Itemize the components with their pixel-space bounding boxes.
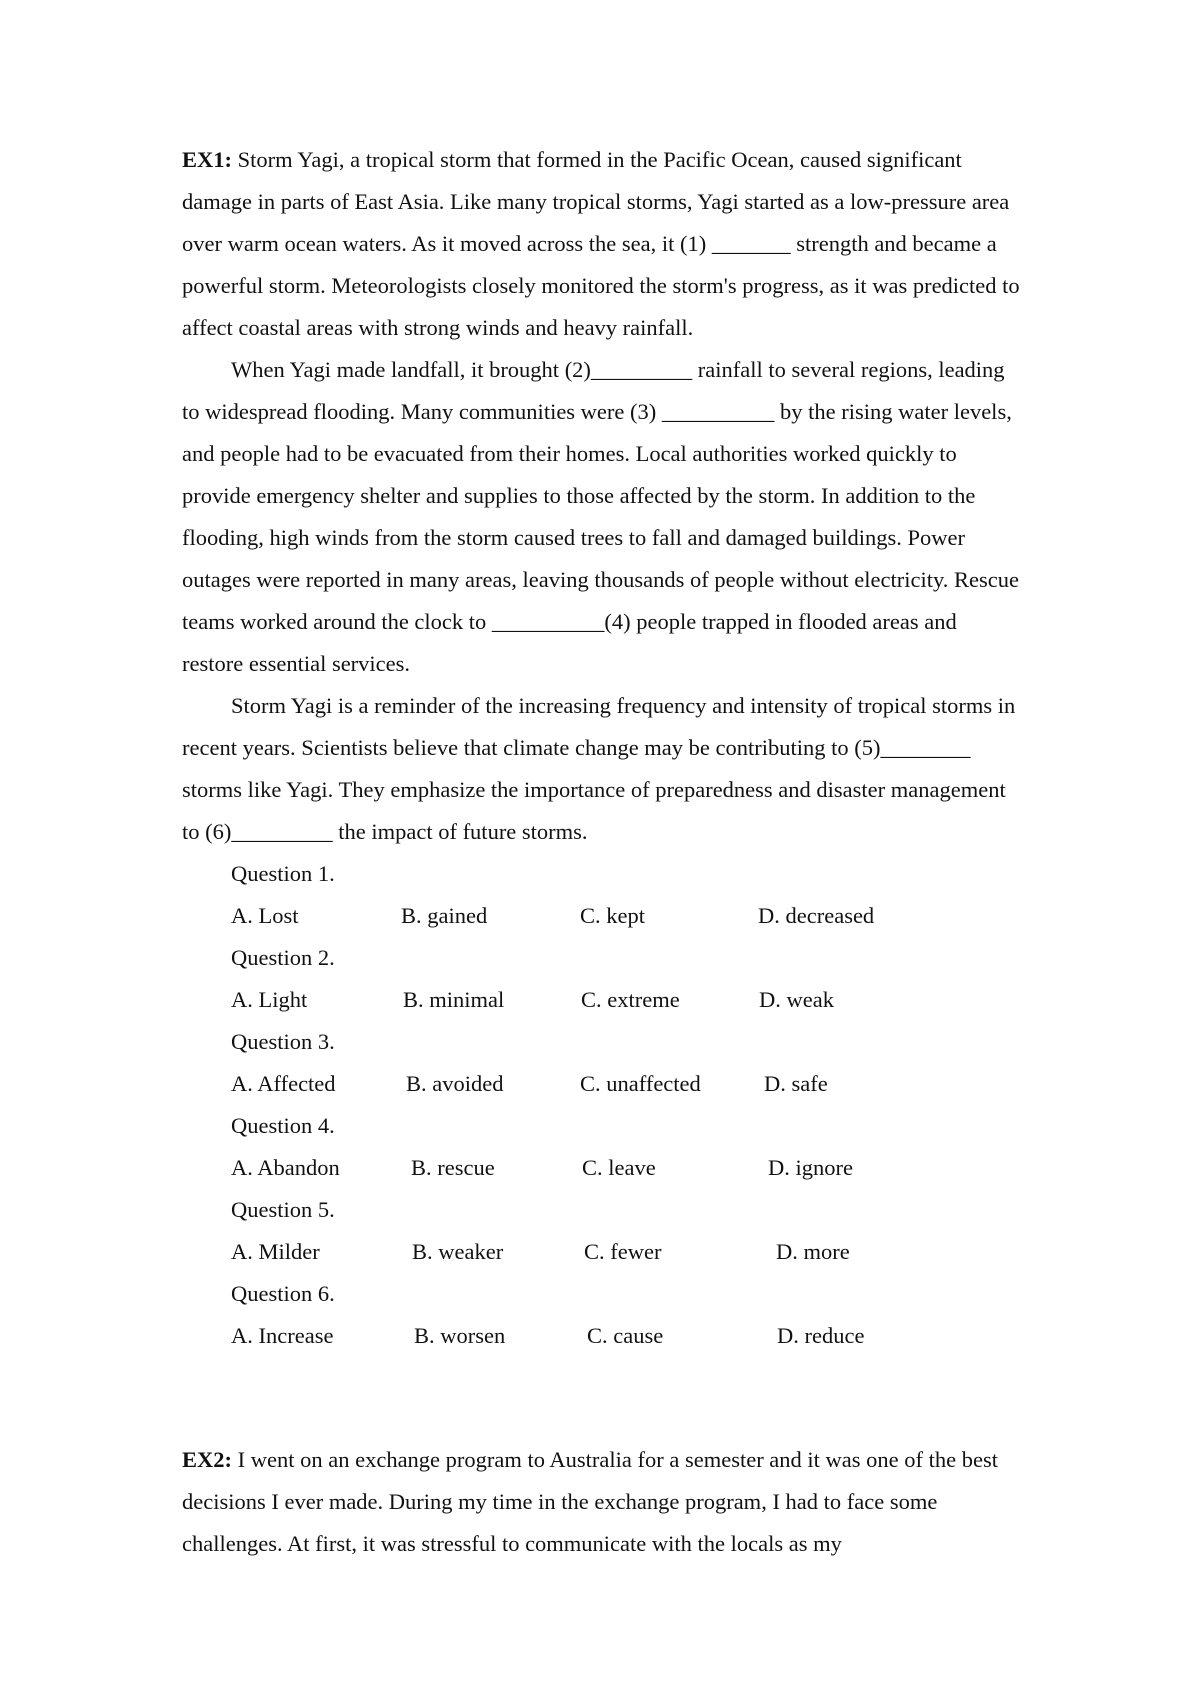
question-title: Question 1. <box>231 861 335 886</box>
question-options <box>231 1315 1022 1357</box>
option-a: A. Lost <box>231 903 299 928</box>
ex1-paragraph-3: Storm Yagi is a reminder of the increasing frequency and intensity of tropical storms in recent years. Scientists believe that climate change may be contributing to (5)________ storms like Yagi. They emphasize the importance of preparedness and disaster management to (6)_________ the impact of future storms. <box>182 693 1016 844</box>
option-a: A. Increase <box>231 1323 334 1348</box>
ex2-label: EX2: <box>182 1447 232 1472</box>
question-title: Question 2. <box>231 945 335 970</box>
exercise-1 <box>182 139 1022 1357</box>
option-c: C. extreme <box>581 987 680 1012</box>
ex1-questions <box>231 853 1022 1357</box>
option-c: C. kept <box>580 903 645 928</box>
question-title: Question 6. <box>231 1281 335 1306</box>
option-d: D. weak <box>759 987 834 1012</box>
option-b: B. worsen <box>414 1323 506 1348</box>
question-title: Question 3. <box>231 1029 335 1054</box>
question-title: Question 5. <box>231 1197 335 1222</box>
option-d: D. reduce <box>777 1323 865 1348</box>
question-options <box>231 895 1022 937</box>
ex2-paragraph-1 <box>182 1439 1022 1565</box>
question-options <box>231 1063 1022 1105</box>
question-options <box>231 1231 1022 1273</box>
option-a: A. Affected <box>231 1071 336 1096</box>
option-b: B. weaker <box>412 1239 504 1264</box>
question-title: Question 4. <box>231 1113 335 1138</box>
question-options <box>231 1147 1022 1189</box>
option-a: A. Milder <box>231 1239 320 1264</box>
option-c: C. unaffected <box>580 1071 701 1096</box>
option-a: A. Abandon <box>231 1155 340 1180</box>
option-b: B. avoided <box>406 1071 504 1096</box>
option-d: D. safe <box>764 1071 828 1096</box>
ex1-label: EX1: <box>182 147 232 172</box>
ex2-paragraph-1-text: I went on an exchange program to Australia for a semester and it was one of the best decisions I ever made. During my time in the exchange program, I had to face some challenges. At first, it was stressful to communicate with the locals as my <box>182 1447 998 1556</box>
option-c: C. leave <box>582 1155 656 1180</box>
ex1-paragraph-1 <box>182 139 1022 349</box>
exercise-2 <box>182 1439 1022 1565</box>
option-d: D. decreased <box>758 903 875 928</box>
ex1-paragraph-2: When Yagi made landfall, it brought (2)_________ rainfall to several regions, leading to widespread flooding. Many communities were (3) __________ by the rising water levels, and people had to be evacuated from their homes. Local authorities worked quickly to provide emergency shelter and supplies to those affected by the storm. In addition to the flooding, high winds from the storm caused trees to fall and damaged buildings. Power outages were reported in many areas, leaving thousands of people without electricity. Rescue teams worked around the clock to __________(4) people trapped in flooded areas and restore essential services. <box>182 357 1020 676</box>
option-c: C. fewer <box>584 1239 662 1264</box>
option-b: B. rescue <box>411 1155 495 1180</box>
option-d: D. more <box>776 1239 850 1264</box>
option-a: A. Light <box>231 987 308 1012</box>
option-c: C. cause <box>587 1323 664 1348</box>
option-b: B. gained <box>401 903 488 928</box>
question-options <box>231 979 1022 1021</box>
option-d: D. ignore <box>768 1155 853 1180</box>
ex1-paragraph-1-text: Storm Yagi, a tropical storm that formed in the Pacific Ocean, caused significant damage in parts of East Asia. Like many tropical storms, Yagi started as a low-pressure area over warm ocean waters. As it moved across the sea, it (1) _______ strength and became a powerful storm. Meteorologists closely monitored the storm's progress, as it was predicted to affect coastal areas with strong winds and heavy rainfall. <box>182 147 1020 340</box>
option-b: B. minimal <box>403 987 505 1012</box>
